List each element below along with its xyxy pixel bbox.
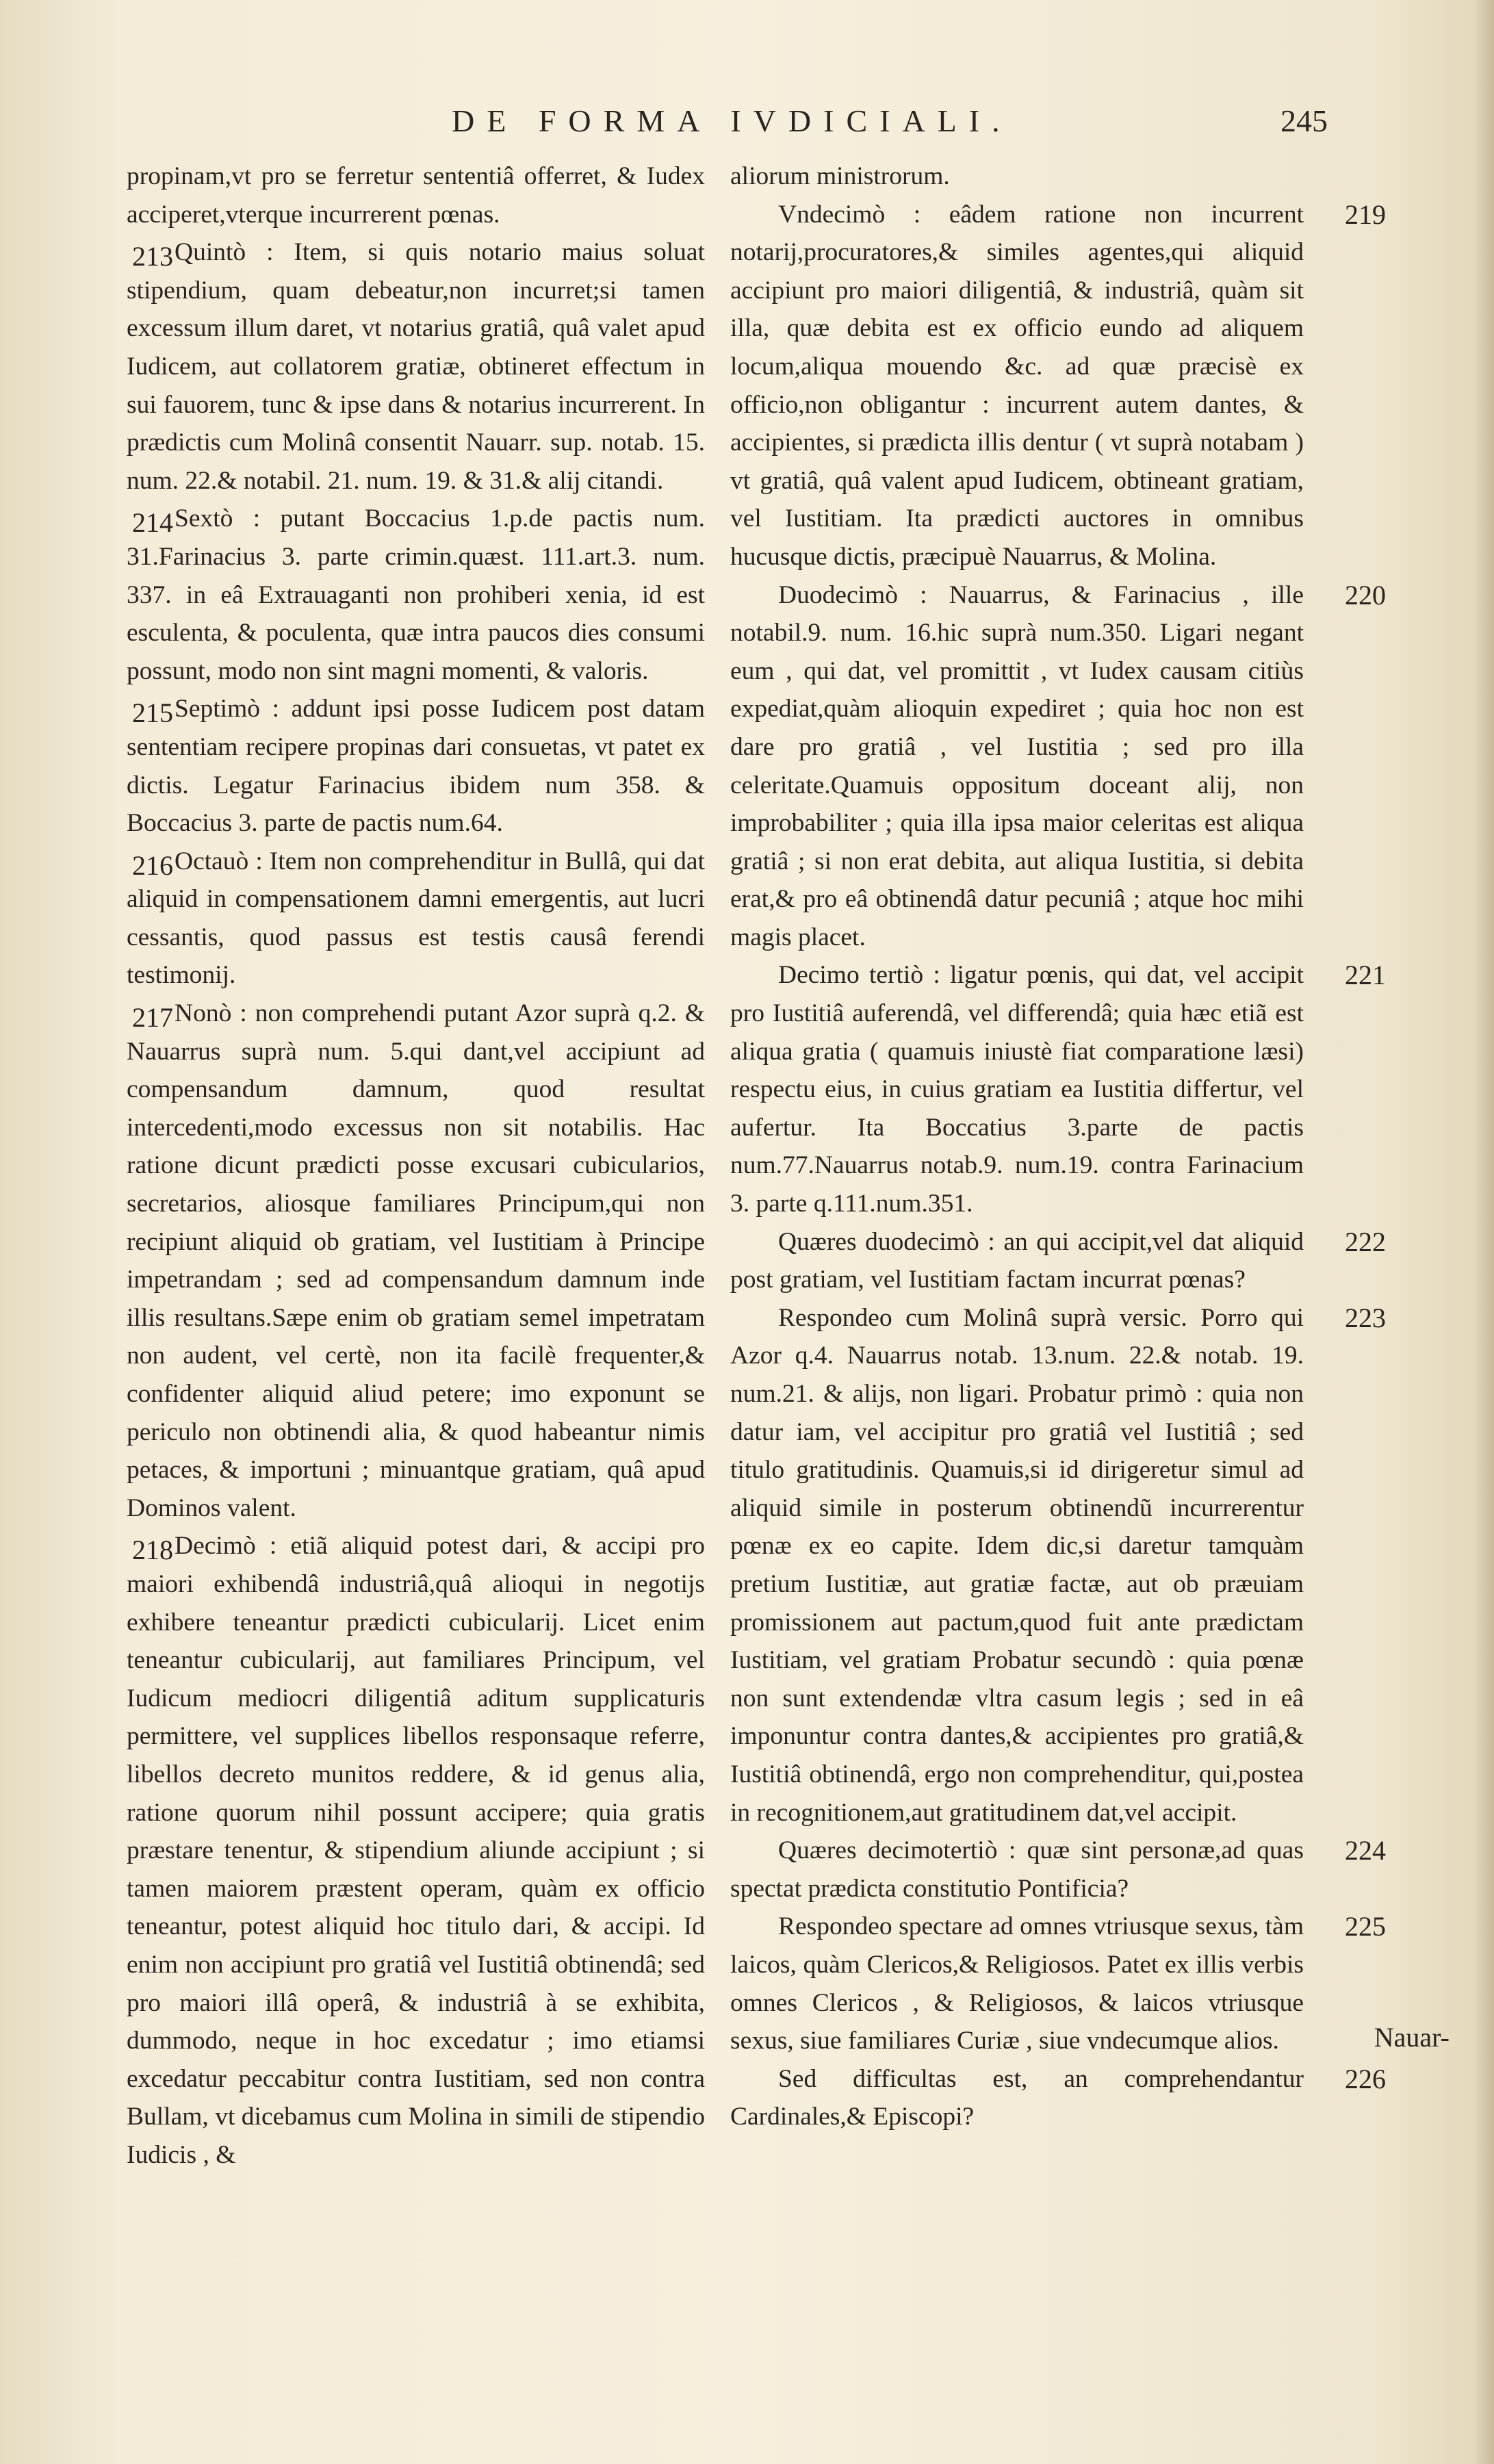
paragraph-text: Octauò : Item non comprehenditur in Bullâ, qui dat aliquid in compensationem damni emergentis, aut lucri cessantis, quod passus est testis causâ ferendi testimonij. [127,847,705,990]
paragraph [730,1832,1386,1908]
paragraph [730,1223,1386,1299]
paragraph [127,500,705,690]
paragraph-text: Septimò : addunt ipsi posse Iudicem post datam sententiam recipere propinas dari consuetas, vt patet ex dictis. Legatur Farinacius ibidem num 358. & Boccacius 3. parte de pactis num.64. [127,695,705,838]
margin-number: 226 [1345,2063,1386,2094]
margin-number: 220 [1345,579,1386,611]
margin-number: 213 [132,241,173,272]
paragraph [127,157,705,233]
paragraph [127,690,705,842]
page-edge-shadow [1473,0,1494,2464]
paragraph [730,956,1386,1222]
paragraph [730,157,1304,196]
paragraph-text: Vndecimò : eâdem ratione non incurrent notarij,procuratores,& similes agentes,qui aliquid accipiunt pro maiori diligentiâ, & industriâ, quàm sit illa, quæ debita est ex officio eundo ad aliquem locum,aliqua mouendo &c. ad quæ præcisè ex officio,non obligantur : incurrent autem dantes, & accipientes, si prædicta illis dentur ( vt suprà notabam ) vt gratiâ, quâ valent apud Iudicem, obtineant gratiam, vel Iustitiam. Ita prædicti auctores in omnibus hucusque dictis, præcipuè Nauarrus, & Molina. [730,200,1304,571]
paragraph-text: Respondeo spectare ad omnes vtriusque sexus, tàm laicos, quàm Clericos,& Religiosos. Patet ex illis verbis omnes Clericos , & Religiosos, & laicos vtriusque sexus, siue familiares Curiæ , siue vndecumque alios. [730,1912,1304,2055]
paragraph [127,233,705,500]
margin-number: 221 [1345,960,1386,991]
page-number: 245 [1280,103,1328,138]
paragraph-text: Quæres decimotertiò : quæ sint personæ,ad quas spectat prædicta constitutio Pontificia? [730,1836,1304,1903]
paragraph-text: Decimò : etiã aliquid potest dari, & accipi pro maiori exhibendâ industriâ,quâ alioqui in negotijs exhibere teneantur prædicti cubicularij. Licet enim teneantur cubicularij, aut familiares Principum, vel Iudicum mediocri diligentiâ aditum supplicaturis permittere, vel supplices libellos responsaque referre, libellos decreto munitos reddere, & id genus alia, ratione quorum nihil possunt accipere; quia gratis præstare tenentur, & stipendium aliunde accipiunt ; si tamen maiorem præstent operam, quàm ex officio teneantur, potest aliquid hoc titulo dari, & accipi. Id enim non accipiunt pro gratiâ vel Iustitiâ obtinendâ; sed pro maiori illâ operâ, & industriâ à se exhibita, dummodo, neque in hoc excedatur ; imo etiamsi excedatur peccabitur contra Iustitiam, sed non contra Bullam, vt dicebamus cum Molina in simili de stipendio Iudicis , & [127,1532,705,2169]
paragraph-text: Duodecimò : Nauarrus, & Farinacius , ille notabil.9. num. 16.hic suprà num.350. Ligari negant eum , qui dat, vel promittit , vt Iudex causam citiùs expediat,quàm alioquin expediret ; quia hoc non est dare pro gratiâ , vel Iustitia ; sed pro illa celeritate.Quamuis oppositum doceant alij, non improbabiliter ; quia illa ipsa maior celeritas est aliqua gratiâ ; si non erat debita, aut aliqua Iustitia, si debita erat,& pro eâ obtinendâ datur pecuniâ ; atque hoc mihi magis placet. [730,580,1304,951]
right-column [730,157,1386,2136]
paragraph-text: aliorum ministrorum. [730,162,950,190]
margin-number: 216 [132,849,173,881]
paragraph-text: Sextò : putant Boccacius 1.p.de pactis num. 31.Farinacius 3. parte crimin.quæst. 111.art.3. num. 337. in eâ Extrauaganti non prohiberi xenia, id est esculenta, & poculenta, quæ intra paucos dies consumi possunt, modo non sint magni momenti, & valoris. [127,504,705,685]
margin-number: 219 [1345,198,1386,230]
page-header [123,103,1328,151]
paragraph [730,576,1386,957]
paragraph-text: Decimo tertiò : ligatur pœnis, qui dat, vel accipit pro Iustitiâ auferendâ, vel differendâ; quia hæc etiã est aliqua gratia ( quamuis iniustè fiat comparatione læsi) respectu eius, in cuius gratiam ea Iustitia differtur, vel aufertur. Ita Boccatius 3.parte de pactis num.77.Nauarrus notab.9. num.19. contra Farinacium 3. parte q.111.num.351. [730,961,1304,1218]
margin-number: 224 [1345,1835,1386,1866]
paragraph-text: Respondeo cum Molinâ suprà versic. Porro qui Azor q.4. Nauarrus notab. 13.num. 22.& notab. 19. num.21. & alijs, non ligari. Probatur primò : quia non datur iam, vel accipitur pro gratiâ vel Iustitiâ ; sed titulo gratitudinis. Quamuis,si id dirigeretur simul ad aliquid simile in posterum obtinendũ incurrerentur pœnæ ex eo capite. Idem dic,si daretur tamquàm pretium Iustitiæ, aut gratiæ factæ, aut ob præuiam promissionem aut pactum,quod fuit ante prædictam Iustitiam, vel gratiam Probatur secundò : quia pœnæ non sunt extendendæ vltra casum legis ; sed in eâ imponuntur contra dantes,& accipientes pro gratiâ,& Iustitiâ obtinendâ, ergo non comprehenditur, qui,postea in recognitionem,aut gratitudinem dat,vel accipit. [730,1303,1304,1827]
margin-number: 223 [1345,1302,1386,1333]
paragraph [730,2060,1386,2136]
paragraph [730,1299,1386,1832]
paragraph [127,843,705,994]
margin-number: 225 [1345,1911,1386,1942]
paragraph-text: Sed difficultas est, an comprehendantur Cardinales,& Episcopi? [730,2064,1304,2131]
paragraph [127,1527,705,2174]
paragraph-text: Quæres duodecimò : an qui accipit,vel dat aliquid post gratiam, vel Iustitiam factam incurrat pœnas? [730,1227,1304,1294]
left-column [127,157,705,2174]
paragraph-text: Quintò : Item, si quis notario maius soluat stipendium, quam debeatur,non incurret;si tamen excessum illum daret, vt notarius gratiâ, quâ valet apud Iudicem, aut collatorem gratiæ, obtineret effectum in sui fauorem, tunc & ipse dans & notarius incurrerent. In prædictis cum Molinâ consentit Nauarr. sup. notab. 15. num. 22.& notabil. 21. num. 19. & 31.& alij citandi. [127,238,705,495]
paragraph [127,994,705,1527]
margin-number: 214 [132,507,173,539]
margin-number: 218 [132,1535,173,1566]
paragraph-text: Nonò : non comprehendi putant Azor suprà q.2. & Nauarrus suprà num. 5.qui dant,vel accipiunt ad compensandum damnum, quod resultat intercedenti,modo excessus non sit notabilis. Hac ratione dicunt prædicti posse excusari cubicularios, secretarios, aliosque familiares Principum,qui non recipiunt aliquid ob gratiam, vel Iustitiam à Principe impetrandam ; sed ad compensandum damnum inde illis resultans.Sæpe enim ob gratiam semel impetratam non audent, vel certè, non ita facilè frequenter,& confidenter aliquid aliud petere; imo exponunt se periculo non obtinendi alia, & quod habeantur nimis petaces, & importuni ; minuantque gratiam, quâ apud Dominos valent. [127,999,705,1522]
running-head: DE FORMA IVDICIALI. [452,103,1012,138]
paragraph [730,196,1386,576]
paragraph [730,1908,1386,2059]
catchword: Nauar- [1374,2022,1450,2053]
paragraph-text: propinam,vt pro se ferretur sententiâ offerret, & Iudex acciperet,vterque incurrerent pœnas. [127,162,705,229]
margin-number: 222 [1345,1226,1386,1257]
margin-number: 215 [132,697,173,729]
margin-number: 217 [132,1002,173,1034]
